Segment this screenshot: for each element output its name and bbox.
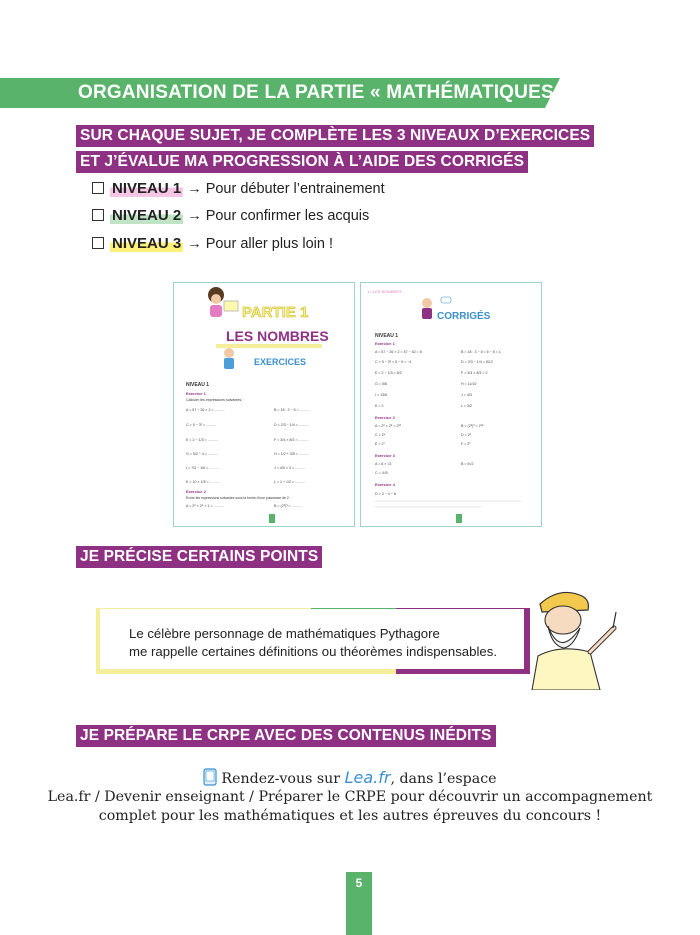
book-page-corrections xyxy=(360,282,542,527)
book-subtitle: EXERCICES xyxy=(254,357,307,367)
exercise-line: H = 1/2 + 3/5 = .......... xyxy=(274,452,309,456)
level-description: Pour débuter l’entrainement xyxy=(205,181,385,197)
lea-line2: Lea.fr / Devenir enseignant / Préparer le CRPE pour découvrir un accompagnement xyxy=(47,789,653,805)
exercise-line: B = (2⁶)³ = .......... xyxy=(274,504,302,508)
level-item-3 xyxy=(92,235,333,252)
correction-line: H = 11/10 xyxy=(461,382,477,386)
exercise-line: D = 2/3 − 1/4 = .......... xyxy=(274,423,309,427)
book-page-illustration xyxy=(361,283,541,526)
checkbox-icon xyxy=(92,237,104,249)
checkbox-icon xyxy=(92,209,104,221)
exercise-line: C = 5 − 3² = .......... xyxy=(186,423,217,427)
page-number: 5 xyxy=(346,872,372,935)
arrow-icon: → xyxy=(187,181,202,197)
book-page-exercises xyxy=(173,282,355,527)
tablet-icon xyxy=(203,768,217,786)
correction-line: A = 2⁸ × 2⁵ = 2¹³ xyxy=(375,424,401,428)
section1-heading-line2: ET J’ÉVALUE MA PROGRESSION À L’AIDE DES CORRIGÉS xyxy=(76,151,528,173)
correction-line: D = 3 − 4 − 8 xyxy=(375,492,396,496)
correction-line: L = 3/2 xyxy=(461,404,472,408)
exercise-line: A = 2⁸ × 2⁵ × 1 = .......... xyxy=(186,504,224,508)
correction-line: A = 6 × √3 xyxy=(375,462,392,466)
level-label: NIVEAU 3 xyxy=(112,235,182,252)
exercise-line: G = 5/2 ÷ 4 = .......... xyxy=(186,452,218,456)
pythagore-line2: me rappelle certaines définitions ou théorèmes indispensables. xyxy=(129,644,498,659)
exercise-line: E = 2 − 1/3 = .......... xyxy=(186,438,218,442)
level-item-2 xyxy=(92,207,369,224)
exercise-instruction: Écrire les expressions suivantes sous la forme d’une puissance de 2 : xyxy=(186,496,291,500)
correction-line: E = 2⁷ xyxy=(375,442,385,446)
checkbox-icon xyxy=(92,182,104,194)
exercise-title: Exercice 1 xyxy=(186,391,206,396)
exercise-line: A = 57 − 26 × 2 = .......... xyxy=(186,408,225,412)
correction-line: K = 2 xyxy=(375,404,384,408)
level-label: NIVEAU 2 xyxy=(112,207,182,224)
correction-line: F = 3/4 × 8/3 = 2 xyxy=(461,371,488,375)
level-label: NIVEAU 1 xyxy=(112,180,182,197)
exercise-line: B = 18 : 3 − 5 = .......... xyxy=(274,408,310,412)
exercise-title: Exercice 2 xyxy=(186,489,206,494)
level-description: Pour confirmer les acquis xyxy=(205,208,370,224)
exercise-instruction: Calculer les expressions suivantes : xyxy=(186,398,244,402)
section2-heading: JE PRÉCISE CERTAINS POINTS xyxy=(76,546,322,568)
correction-line: F = 2¹ xyxy=(461,442,471,446)
book-page-illustration xyxy=(174,283,354,526)
niveau-label: NIVEAU 1 xyxy=(375,333,399,339)
pythagore-character-icon xyxy=(530,586,630,690)
arrow-icon: → xyxy=(187,236,202,252)
page-title: ORGANISATION DE LA PARTIE « MATHÉMATIQUES » xyxy=(78,82,571,103)
partie-label: PARTIE 1 xyxy=(242,304,309,321)
pythagore-description xyxy=(129,625,497,661)
correction-line: C = 5 − 3² = 5 − 9 = −4 xyxy=(375,360,412,364)
correction-line: B = 5√2 xyxy=(461,462,474,466)
section1-heading-line1: SUR CHAQUE SUJET, JE COMPLÈTE LES 3 NIVEAUX D’EXERCICES xyxy=(76,125,594,147)
niveau-label: NIVEAU 1 xyxy=(186,382,210,388)
lea-link[interactable]: Lea.fr xyxy=(344,768,391,787)
correction-line: I = 13/6 xyxy=(375,393,388,397)
correction-line: E = 2 − 1/3 = 5/3 xyxy=(375,371,402,375)
level-item-1 xyxy=(92,180,385,197)
exercise-title: Exercice 3 xyxy=(375,453,395,458)
book-title: LES NOMBRES xyxy=(226,328,329,344)
exercise-line: L = 1 + 1/2 = .......... xyxy=(274,480,306,484)
lea-space-text: , dans l’espace xyxy=(390,771,497,787)
exercise-line: K = 10 × 1/5 = .......... xyxy=(186,480,220,484)
exercise-line: J = 4/9 × 3 = .......... xyxy=(274,466,306,470)
pythagore-line1: Le célèbre personnage de mathématiques Pythagore xyxy=(129,626,440,641)
book-title: CORRIGÉS xyxy=(437,311,491,322)
correction-line: G = 5/8 xyxy=(375,382,387,386)
correction-line: J = 4/3 xyxy=(461,393,472,397)
correction-line: D = 2/3 − 1/4 = 5/12 xyxy=(461,360,493,364)
lea-line1 xyxy=(0,768,700,787)
exercise-title: Exercice 1 xyxy=(375,341,395,346)
page-tab-icon xyxy=(456,514,462,523)
exercise-title: Exercice 2 xyxy=(375,415,395,420)
correction-line: B = (2⁶)³ = 2¹⁸ xyxy=(461,424,484,428)
level-description: Pour aller plus loin ! xyxy=(205,236,334,252)
correction-line: A = 57 − 26 × 2 = 57 − 52 = 5 xyxy=(375,350,422,354)
lea-line3: complet pour les mathématiques et les autres épreuves du concours ! xyxy=(98,808,602,824)
correction-line: C = 4√5 xyxy=(375,471,388,475)
lea-intro-text: Rendez-vous sur xyxy=(221,771,341,787)
section3-heading: JE PRÉPARE LE CRPE AVEC DES CONTENUS INÉDITS xyxy=(76,725,496,747)
arrow-icon: → xyxy=(187,208,202,224)
correction-line: C = 2⁴ xyxy=(375,433,386,437)
section-banner xyxy=(0,78,571,108)
correction-line: B = 18 : 3 − 5 = 6 − 5 = 1 xyxy=(461,350,501,354)
exercise-title: Exercice 4 xyxy=(375,482,395,487)
exercise-line: I = 7/3 − 1/6 = .......... xyxy=(186,466,220,470)
page-header: 1 • LES NOMBRES xyxy=(367,289,402,294)
correction-line: D = 2² xyxy=(461,433,471,437)
page-tab-icon xyxy=(269,514,275,523)
exercise-line: F = 3/4 × 8/3 = .......... xyxy=(274,438,309,442)
